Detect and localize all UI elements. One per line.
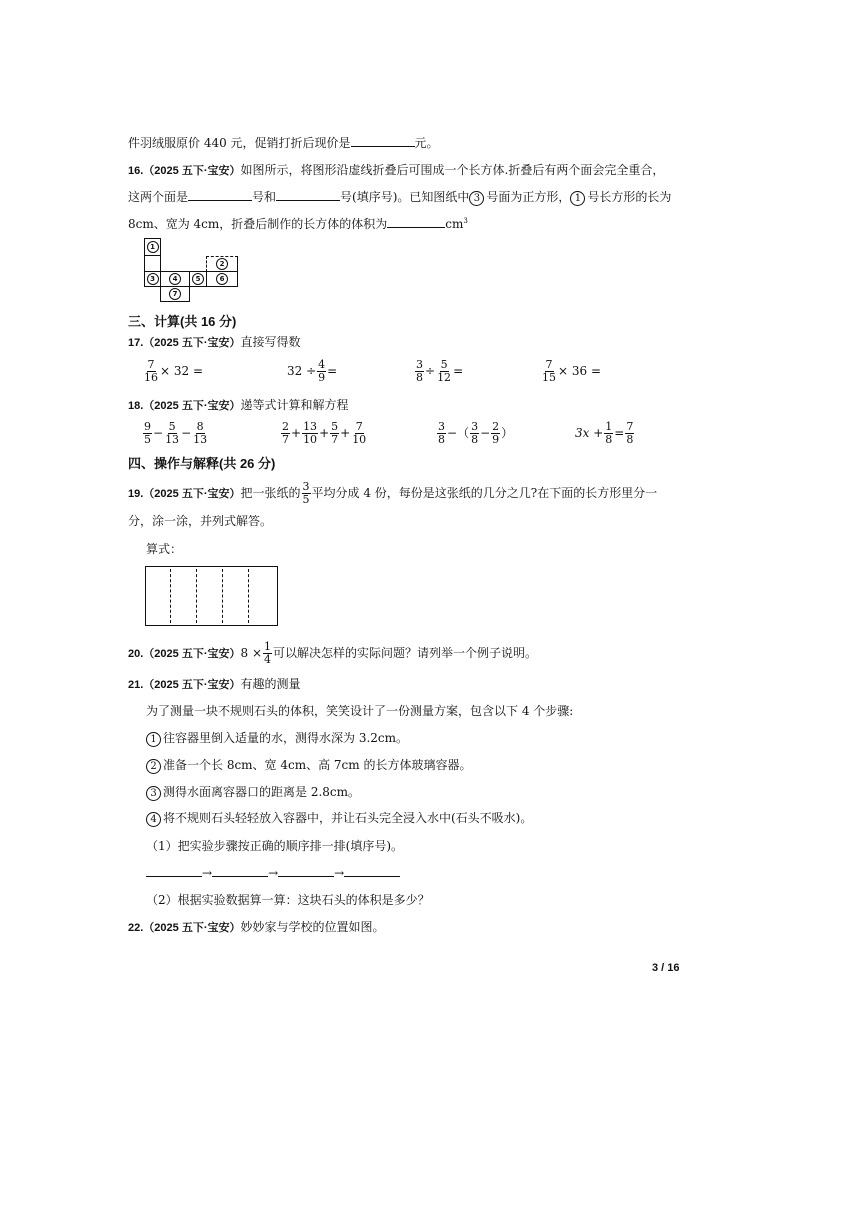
denominator: 8 — [416, 371, 423, 384]
denominator: 16 — [144, 371, 158, 384]
operator: − — [447, 426, 458, 440]
expr-text: 3x + — [575, 426, 604, 440]
operator: + — [340, 426, 351, 440]
circled-number: 1 — [146, 732, 161, 747]
numerator: 7 — [147, 358, 155, 371]
numerator: 5 — [440, 358, 448, 371]
q16-line1 — [128, 161, 664, 178]
numerator: 7 — [355, 420, 363, 433]
expr-text: × 32 = — [160, 364, 204, 378]
paren: ） — [501, 426, 514, 440]
order-blanks — [146, 864, 400, 880]
operator: ÷ — [425, 364, 436, 378]
net-face-7 — [160, 286, 190, 302]
question-source: （2025 五下·宝安） — [143, 648, 241, 660]
q22-line — [128, 918, 385, 935]
answer-blank[interactable] — [146, 864, 202, 877]
face-label: 1 — [147, 241, 159, 253]
q15-text: 件羽绒服原价 440 元，促销打折后现价是 — [128, 136, 351, 150]
q18-expr-1 — [142, 421, 209, 446]
denominator: 8 — [438, 433, 445, 446]
net-face-2 — [206, 256, 238, 272]
q15-unit: 元。 — [414, 136, 439, 150]
denominator: 4 — [264, 653, 272, 666]
denominator: 12 — [437, 371, 452, 384]
operator: − — [181, 426, 192, 440]
dashed-divider — [170, 569, 171, 623]
numerator: 2 — [492, 420, 500, 433]
question-number: 17. — [128, 337, 144, 349]
q18-expr-2 — [280, 421, 368, 446]
numerator: 3 — [471, 420, 479, 433]
denominator: 13 — [193, 433, 208, 446]
step-3 — [146, 783, 360, 801]
operator: + — [319, 426, 330, 440]
numerator: 9 — [144, 420, 151, 433]
net-face-5 — [189, 271, 207, 287]
expr-text: = — [453, 364, 464, 378]
circled-number: 3 — [469, 191, 484, 206]
q18-text: 递等式计算和解方程 — [240, 398, 349, 412]
q16-line2 — [128, 188, 671, 206]
q19-line2: 分，涂一涂，并列式解答。 — [128, 514, 273, 528]
q17-expr-3 — [414, 359, 463, 384]
circled-number: 4 — [146, 812, 161, 827]
q17-expr-2 — [287, 359, 337, 384]
q16-text: 这两个面是 — [128, 190, 189, 204]
formula-label: 算式： — [146, 542, 183, 556]
face-label: 7 — [169, 288, 181, 300]
face-label: 5 — [192, 273, 204, 285]
q19-text: 把一张纸的 — [240, 486, 301, 500]
q22-text: 妙妙家与学校的位置如图。 — [240, 920, 385, 934]
answer-blank[interactable] — [276, 188, 340, 201]
question-number: 18. — [128, 400, 144, 412]
question-number: 20. — [128, 648, 144, 660]
circled-number: 2 — [146, 759, 161, 774]
q15-tail — [128, 134, 439, 151]
expr-text: 8 × — [240, 646, 263, 660]
circled-number: 3 — [146, 786, 161, 801]
expr-text: = — [327, 364, 338, 378]
question-source: （2025 五下·宝安） — [143, 679, 241, 691]
q18-expr-3 — [436, 421, 513, 446]
numerator: 3 — [416, 358, 423, 371]
numerator: 2 — [282, 420, 289, 433]
question-number: 21. — [128, 679, 144, 691]
section-title: 三、计算(共 16 分) — [128, 314, 237, 329]
net-face-4 — [160, 271, 190, 287]
face-label: 6 — [216, 273, 228, 285]
numerator: 1 — [264, 640, 272, 653]
circled-number: 1 — [570, 191, 585, 206]
numerator: 13 — [303, 420, 318, 433]
net-face-1 — [144, 238, 161, 256]
answer-blank[interactable] — [278, 864, 334, 877]
denominator: 9 — [492, 433, 500, 446]
operator: − — [480, 426, 491, 440]
q21-title: 有趣的测量 — [240, 677, 301, 691]
q20-line — [128, 641, 537, 666]
face-label: 2 — [216, 258, 228, 270]
numerator: 3 — [302, 480, 310, 493]
question-source: （2025 五下·宝安） — [143, 488, 241, 500]
step-text: 测得水面离容器口的距离是 2.8cm。 — [163, 785, 360, 799]
dashed-divider — [222, 569, 223, 623]
answer-blank[interactable] — [212, 864, 268, 877]
step-1 — [146, 729, 408, 747]
numerator: 7 — [626, 420, 634, 433]
denominator: 7 — [331, 433, 339, 446]
denominator: 8 — [605, 433, 613, 446]
q16-text: 如图所示，将图形沿虚线折叠后可围成一个长方体.折叠后有两个面会完全重合， — [240, 163, 665, 177]
question-source: （2025 五下·宝安） — [143, 400, 241, 412]
arrow: → — [334, 866, 345, 880]
denominator: 10 — [303, 433, 318, 446]
question-number: 22. — [128, 922, 144, 934]
denominator: 13 — [165, 433, 180, 446]
fraction-rectangle[interactable] — [145, 566, 278, 626]
step-4 — [146, 809, 532, 827]
answer-blank[interactable] — [387, 215, 445, 228]
q16-text: 8cm、宽为 4cm，折叠后制作的长方体的体积为 — [128, 217, 388, 231]
q17-expr-4 — [540, 359, 601, 384]
q17-text: 直接写得数 — [240, 335, 301, 349]
paren: （ — [457, 426, 470, 440]
denominator: 10 — [352, 433, 367, 446]
step-text: 准备一个长 8cm、宽 4cm、高 7cm 的长方体玻璃容器。 — [163, 758, 472, 772]
face-label: 4 — [169, 273, 181, 285]
q16-text: 号面为正方形， — [486, 190, 571, 204]
q21-intro: 为了测量一块不规则石头的体积，笑笑设计了一份测量方案，包含以下 4 个步骤: — [146, 704, 574, 718]
answer-blank[interactable] — [188, 188, 252, 201]
q21-sub2: （2）根据实验数据算一算：这块石头的体积是多少？ — [146, 893, 430, 907]
step-text: 往容器里倒入适量的水，测得水深为 3.2cm。 — [163, 731, 408, 745]
q16-text: 号(填序号)。已知图纸中 — [340, 190, 470, 204]
numerator: 5 — [168, 420, 176, 433]
numerator: 5 — [331, 420, 339, 433]
q17-expr-1 — [142, 359, 203, 384]
operator: − — [153, 426, 164, 440]
question-source: （2025 五下·宝安） — [143, 165, 241, 177]
question-source: （2025 五下·宝安） — [143, 922, 241, 934]
denominator: 8 — [471, 433, 479, 446]
operator: + — [291, 426, 302, 440]
denominator: 9 — [318, 371, 326, 384]
q18-header — [128, 396, 349, 413]
q16-text: 号和 — [252, 190, 277, 204]
answer-blank[interactable] — [351, 134, 415, 147]
step-2 — [146, 756, 471, 774]
dashed-divider — [196, 569, 197, 623]
q18-expr-4 — [575, 421, 635, 446]
numerator: 7 — [545, 358, 553, 371]
answer-blank[interactable] — [344, 864, 400, 877]
q20-text: 可以解决怎样的实际问题？请列举一个例子说明。 — [273, 646, 538, 660]
q16-line3 — [128, 215, 468, 232]
expr-text: 32 ÷ — [287, 364, 317, 378]
numerator: 8 — [196, 420, 204, 433]
page-number: 3 / 16 — [652, 962, 680, 974]
net-face-6 — [206, 271, 238, 287]
dashed-divider — [248, 569, 249, 623]
question-number: 19. — [128, 488, 144, 500]
denominator: 5 — [144, 433, 151, 446]
numerator: 3 — [438, 420, 445, 433]
q19-line1 — [128, 481, 657, 506]
question-source: （2025 五下·宝安） — [143, 337, 241, 349]
face-label: 3 — [147, 273, 159, 285]
q17-header — [128, 333, 301, 350]
denominator: 8 — [626, 433, 634, 446]
q21-sub1: （1）把实验步骤按正确的顺序排一排(填序号)。 — [146, 839, 403, 853]
operator: = — [614, 426, 625, 440]
numerator: 1 — [605, 420, 613, 433]
q19-text: 平均分成 4 份，每份是这张纸的几分之几?在下面的长方形里分一 — [311, 486, 658, 500]
section-title: 四、操作与解释(共 26 分) — [128, 456, 276, 471]
superscript: 3 — [463, 217, 468, 225]
denominator: 15 — [542, 371, 556, 384]
net-face-blank — [144, 255, 161, 272]
q21-header — [128, 675, 301, 692]
net-face-3 — [144, 271, 161, 287]
denominator: 7 — [282, 433, 289, 446]
step-text: 将不规则石头轻轻放入容器中，并让石头完全浸入水中(石头不吸水)。 — [163, 811, 533, 825]
arrow: → — [268, 866, 279, 880]
numerator: 4 — [318, 358, 326, 371]
arrow: → — [202, 866, 213, 880]
cuboid-net-diagram — [144, 238, 240, 304]
expr-text: × 36 = — [558, 364, 602, 378]
q16-text: 号长方形的长为 — [587, 190, 672, 204]
unit: cm — [445, 217, 464, 231]
denominator: 5 — [302, 493, 310, 506]
question-number: 16. — [128, 165, 144, 177]
